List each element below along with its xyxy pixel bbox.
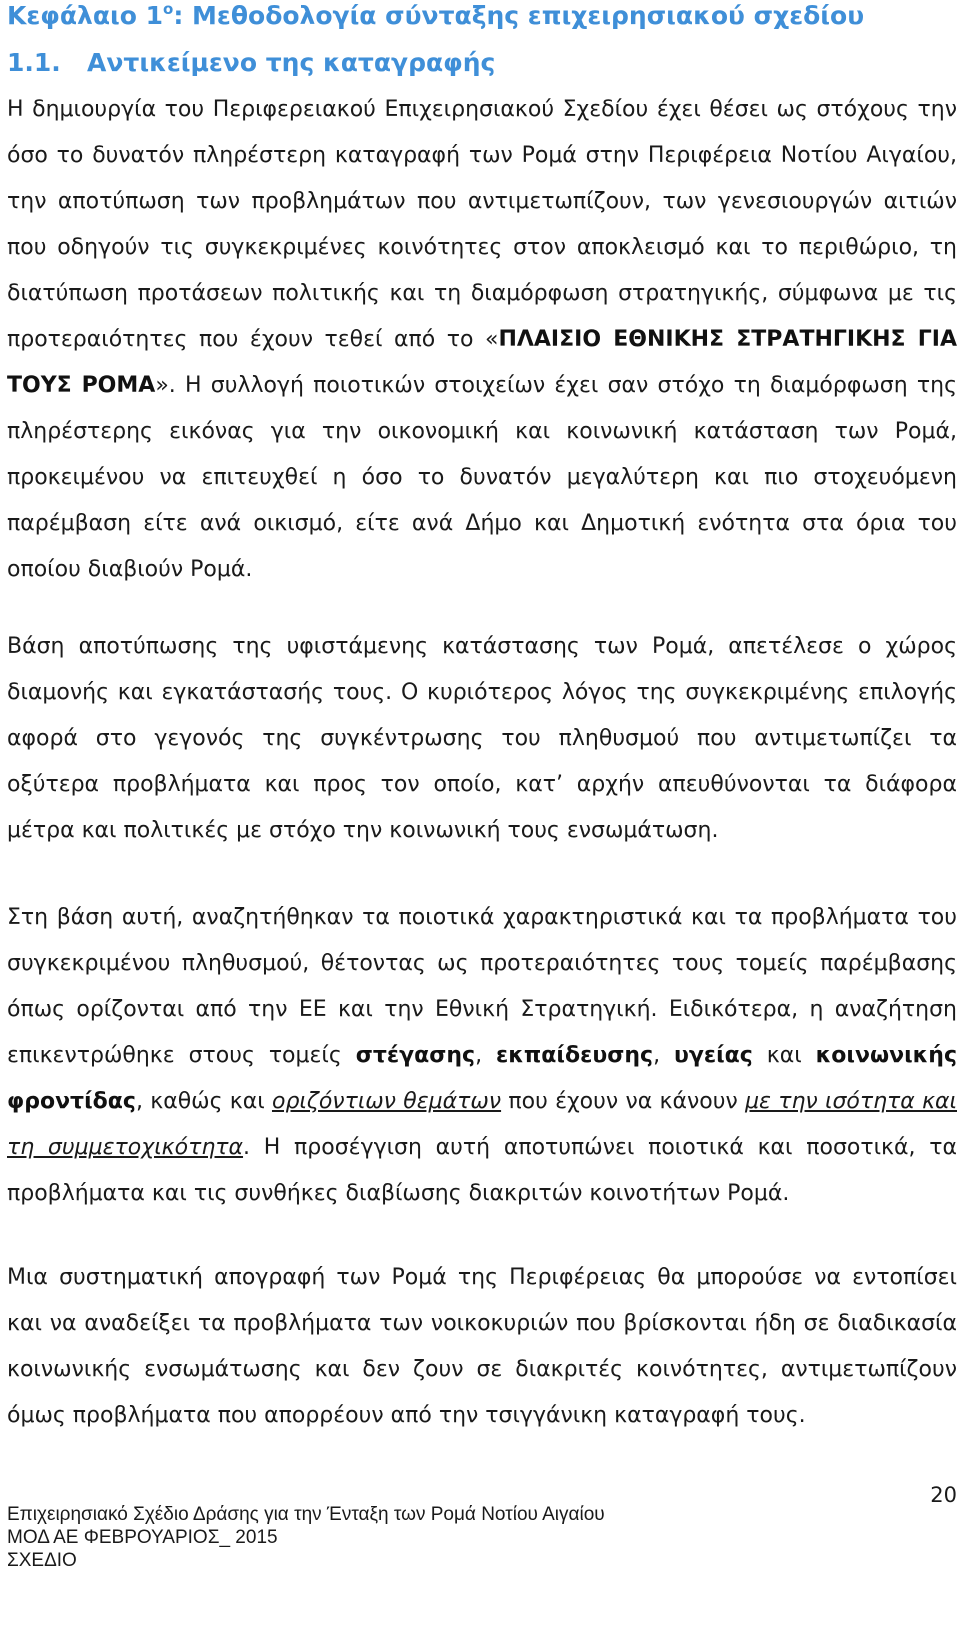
paragraph-3: [7, 895, 957, 1217]
section-title: [7, 47, 957, 79]
paragraph-2: Βάση αποτύπωσης της υφιστάμενης κατάστασης των Ρομά, απετέλεσε ο χώρος διαμονής και εγκατάστασής τους. Ο κυριότερος λόγος της συγκεκριμένης επιλογής αφορά στο γεγονός της συγκέντρωσης του πληθυσμού που αντιμετωπίζει τα οξύτερα προβλήματα και προς τον οποίο, κατ’ αρχήν απευθύνονται τα διάφορα μέτρα και πολιτικές με στόχο την κοινωνική τους ενσωμάτωση.: [7, 634, 957, 843]
paragraph-3-sep-4: , καθώς και: [135, 1089, 272, 1114]
paragraph-1-bold-framework: ΠΛΑΙΣΙΟ ΕΘΝΙΚΗΣ ΣΤΡΑΤΗΓΙΚΗΣ ΓΙΑ ΤΟΥΣ ΡΟΜΑ: [7, 327, 957, 398]
paragraph-4: Μια συστηματική απογραφή των Ρομά της Περιφέρειας θα μπορούσε να εντοπίσει και να αναδείξει τα προβλήματα των νοικοκυριών που βρίσκονται ήδη σε διαδικασία κοινωνικής ενσωμάτωσης και δεν ζουν σε διακριτές κοινότητες, αντιμετωπίζουν όμως προβλήματα που απορρέουν από την τσιγγάνικη καταγραφή τους.: [7, 1265, 957, 1428]
paragraph-3-sep-3: και: [752, 1043, 816, 1068]
chapter-rest: : Μεθοδολογία σύνταξης επιχειρησιακού σχεδίου: [173, 1, 865, 30]
section-number: 1.1.: [7, 48, 61, 77]
paragraph-3-sep-5: που έχουν να κάνουν: [501, 1089, 746, 1114]
chapter-prefix: Κεφάλαιο 1: [7, 1, 164, 30]
paragraph-3-text-end: . Η προσέγγιση αυτή αποτυπώνει ποιοτικά και ποσοτικά, τα προβλήματα και τις συνθήκες διαβίωσης διακριτών κοινοτήτων Ρομά.: [7, 1135, 957, 1206]
paragraph-1: [7, 87, 957, 593]
page-number: 20: [930, 1483, 957, 1507]
paragraph-3-sep-1: ,: [475, 1043, 497, 1068]
paragraph-3-sep-2: ,: [653, 1043, 675, 1068]
paragraph-3-text-a: Στη βάση αυτή, αναζητήθηκαν τα ποιοτικά χαρακτηριστικά και τα προβλήματα του συγκεκριμένου πληθυσμού, θέτοντας ως προτεραιότητες τους τομείς παρέμβασης όπως ορίζονται από την ΕΕ και την Εθνική Στρατηγική. Ειδικότερα, η αναζήτηση επικεντρώθηκε στους τομείς: [7, 905, 957, 1068]
footer-line-2: ΜΟΔ ΑΕ ΦΕΒΡΟΥΑΡΙΟΣ_ 2015: [7, 1527, 278, 1548]
chapter-ordinal-sup: ο: [163, 0, 174, 18]
bold-term-education: εκπαίδευσης: [496, 1043, 654, 1068]
bold-term-housing: στέγασης: [355, 1043, 476, 1068]
paragraph-1-text-a: Η δημιουργία του Περιφερειακού Επιχειρησιακού Σχεδίου έχει θέσει ως στόχους την όσο το δυνατόν πληρέστερη καταγραφή των Ρομά στην Περιφέρεια Νοτίου Αιγαίου, την αποτύπωση των προβλημάτων που αντιμετωπίζουν, των γενεσιουργών αιτιών που οδηγούν τις συγκεκριμένες κοινότητες στον αποκλεισμό και το περιθώριο, τη διατύπωση προτάσεων πολιτικής και τη διαμόρφωση στρατηγικής, σύμφωνα με τις προτεραιότητες που έχουν τεθεί από το «: [7, 97, 957, 352]
chapter-title: [7, 0, 957, 32]
bold-term-social-care: κοινωνικής φροντίδας: [7, 1043, 957, 1114]
underlined-equality-participation: με την ισότητα και τη συμμετοχικότητα: [7, 1089, 957, 1160]
section-heading-text: Αντικείμενο της καταγραφής: [87, 48, 496, 77]
underlined-horizontal-issues: οριζόντιων θεμάτων: [271, 1089, 502, 1114]
paragraph-1-text-c: ». Η συλλογή ποιοτικών στοιχείων έχει σαν στόχο τη διαμόρφωση της πληρέστερης εικόνας για την οικονομική και κοινωνική κατάσταση των Ρομά, προκειμένου να επιτευχθεί η όσο το δυνατόν μεγαλύτερη και πιο στοχευόμενη παρέμβαση είτε ανά οικισμό, είτε ανά Δήμο και Δημοτική ενότητα στα όρια του οποίου διαβιούν Ρομά.: [7, 373, 957, 582]
footer-line-3: ΣΧΕΔΙΟ: [7, 1550, 77, 1571]
document-page: [7, 0, 957, 1651]
footer-line-1: Επιχειρησιακό Σχέδιο Δράσης για την Ένταξη των Ρομά Νοτίου Αιγαίου: [7, 1504, 605, 1525]
bold-term-health: υγείας: [674, 1043, 753, 1068]
footer: [7, 1503, 605, 1572]
